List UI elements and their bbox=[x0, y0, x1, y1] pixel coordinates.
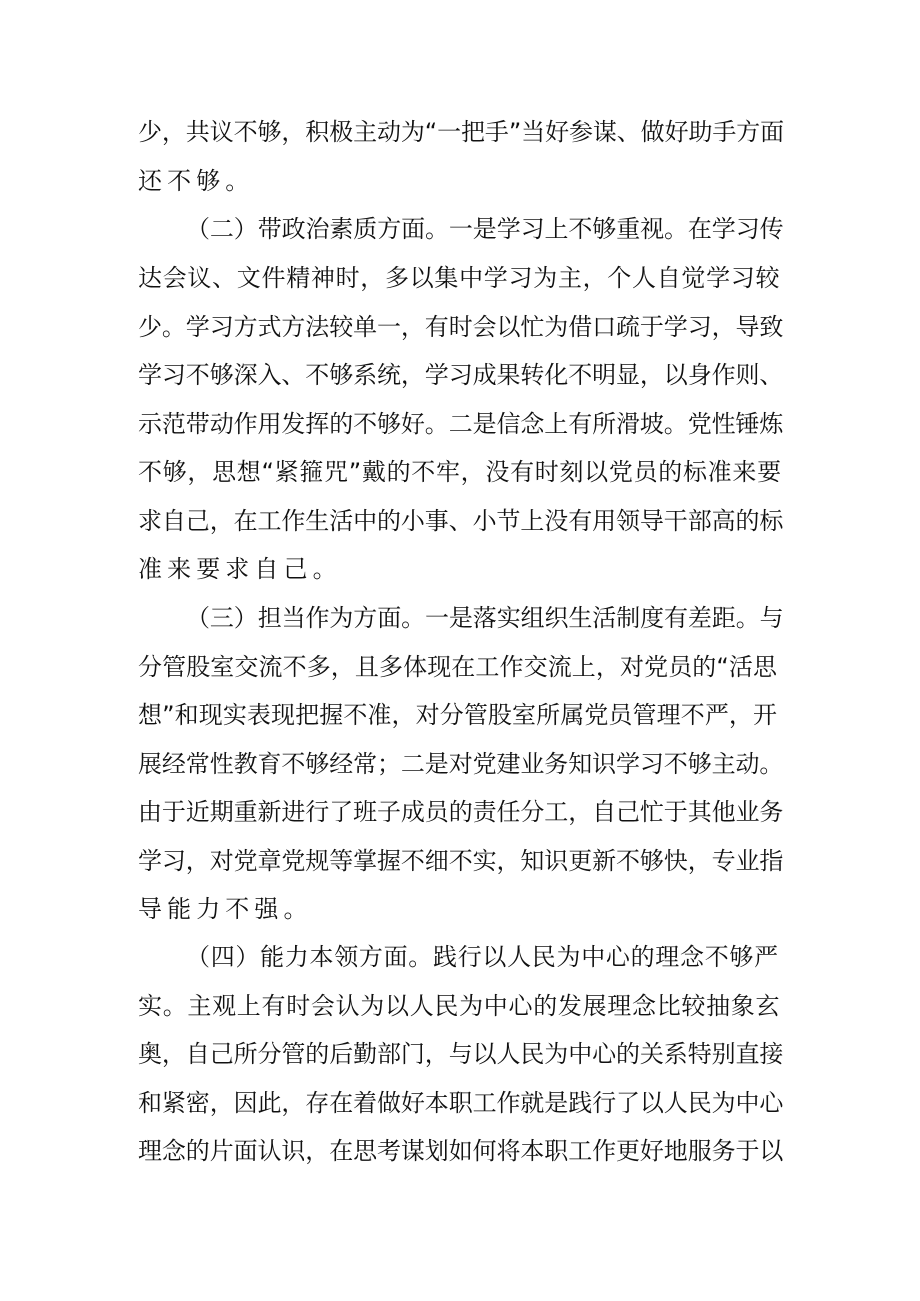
paragraph-start-line: （四）能力本领方面。践行以人民为中心的理念不够严 bbox=[186, 943, 779, 971]
text-line: 达会议、文件精神时，多以集中学习为主，个人自觉学习较 bbox=[138, 264, 781, 292]
text-line: 少，共议不够，积极主动为“一把手”当好参谋、做好助手方面 bbox=[138, 118, 785, 146]
text-line: 实。主观上有时会认为以人民为中心的发展理念比较抽象玄 bbox=[138, 992, 781, 1020]
text-line: 学习，对党章党规等掌握不细不实，知识更新不够快，专业指 bbox=[138, 847, 784, 875]
text-line: 准来要求自己。 bbox=[138, 555, 342, 583]
text-line: 导能力不强。 bbox=[138, 895, 313, 923]
paragraph-start-line: （三）担当作为方面。一是落实组织生活制度有差距。与 bbox=[186, 604, 784, 632]
text-line: 和紧密，因此，存在着做好本职工作就是践行了以人民为中心 bbox=[138, 1089, 784, 1117]
text-line: 求自己，在工作生活中的小事、小节上没有用领导干部高的标 bbox=[138, 507, 784, 535]
paragraph-start-line: （二）带政治素质方面。一是学习上不够重视。在学习传 bbox=[186, 215, 784, 243]
text-line: 分管股室交流不多，且多体现在工作交流上，对党员的“活思 bbox=[138, 653, 778, 681]
text-line: 不够，思想“紧箍咒”戴的不牢，没有时刻以党员的标准来要 bbox=[138, 458, 782, 486]
text-line: 想”和现实表现把握不准，对分管股室所属党员管理不严，开 bbox=[138, 701, 778, 729]
text-line: 理念的片面认识，在思考谋划如何将本职工作更好地服务于以 bbox=[138, 1137, 784, 1165]
text-line: 示范带动作用发挥的不够好。二是信念上有所滑坡。党性锤炼 bbox=[138, 410, 784, 438]
text-line: 学习不够深入、不够系统，学习成果转化不明显，以身作则、 bbox=[138, 361, 784, 389]
text-line: 由于近期重新进行了班子成员的责任分工，自己忙于其他业务 bbox=[138, 798, 784, 826]
text-line: 少。学习方式方法较单一，有时会以忙为借口疏于学习，导致 bbox=[138, 313, 784, 341]
text-line: 还不够。 bbox=[138, 167, 255, 195]
text-line: 展经常性教育不够经常；二是对党建业务知识学习不够主动。 bbox=[138, 750, 784, 778]
text-line: 奥，自己所分管的后勤部门，与以人民为中心的关系特别直接 bbox=[138, 1040, 784, 1068]
